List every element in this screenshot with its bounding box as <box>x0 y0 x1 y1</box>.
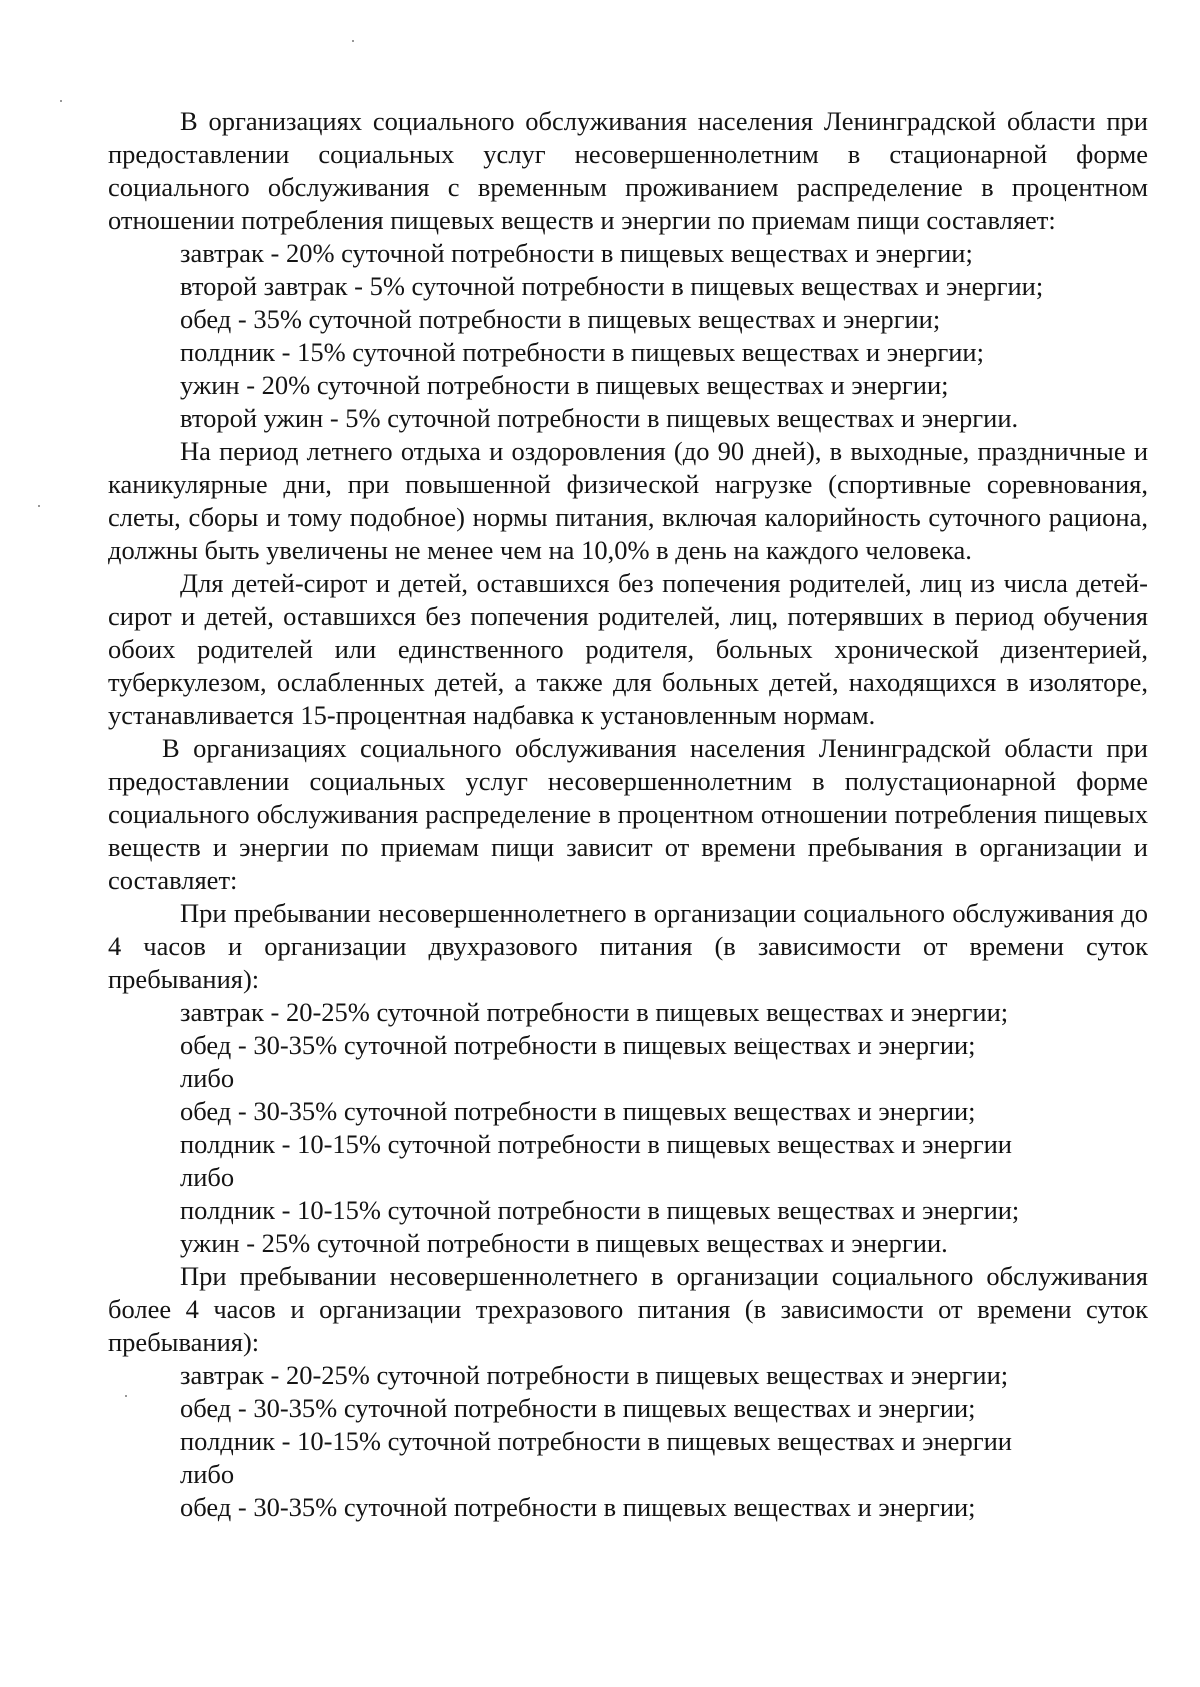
paragraph-semistationary-intro: В организациях социального обслуживания населения Ленинградской области при предоставлении социальных услуг несовершеннолетним в полустационарной форме социального обслуживания распределение в процентном отношении потребления пищевых веществ и энергии по приемам пищи зависит от времени пребывания в организации и составляет: <box>108 733 1148 895</box>
scan-speck <box>352 40 354 42</box>
list-item: обед - 30-35% суточной потребности в пищевых веществах и энергии; <box>180 1096 976 1126</box>
scan-speck <box>38 505 40 507</box>
list-item: ужин - 20% суточной потребности в пищевых веществах и энергии; <box>180 370 949 400</box>
list-item: обед - 35% суточной потребности в пищевых веществах и энергии; <box>180 304 941 334</box>
list-item: завтрак - 20-25% суточной потребности в пищевых веществах и энергии; <box>180 997 1009 1027</box>
list-stationary-meals <box>108 237 1148 435</box>
paragraph-orphans-surcharge: Для детей-сирот и детей, оставшихся без попечения родителей, лиц из числа детей-сирот и детей, оставшихся без попечения родителей, лиц, потерявших в период обучения обоих родителей или единственного родителя, больных хронической дизентерией, туберкулезом, ослабленных детей, а также для больных детей, находящихся в изоляторе, устанавливается 15-процентная надбавка к установленным нормам. <box>108 568 1148 730</box>
list-item: обед - 30-35% суточной потребности в пищевых веществах и энергии; <box>180 1492 976 1522</box>
list-item: полдник - 15% суточной потребности в пищевых веществах и энергии; <box>180 337 984 367</box>
list-two-meals <box>108 996 1148 1260</box>
list-item: полдник - 10-15% суточной потребности в пищевых веществах и энергии; <box>180 1195 1020 1225</box>
list-item: либо <box>180 1063 235 1093</box>
paragraph-stationary-intro: В организациях социального обслуживания населения Ленинградской области при предоставлении социальных услуг несовершеннолетним в стационарной форме социального обслуживания с временным проживанием распределение в процентном отношении потребления пищевых веществ и энергии по приемам пищи составляет: <box>108 106 1148 235</box>
list-item: обед - 30-35% суточной потребности в пищевых веществах и энергии; <box>180 1030 976 1060</box>
list-item: полдник - 10-15% суточной потребности в пищевых веществах и энергии <box>180 1426 1012 1456</box>
list-item: обед - 30-35% суточной потребности в пищевых веществах и энергии; <box>180 1393 976 1423</box>
list-item: второй ужин - 5% суточной потребности в пищевых веществах и энергии. <box>180 403 1019 433</box>
list-item: завтрак - 20% суточной потребности в пищевых веществах и энергии; <box>180 238 973 268</box>
list-item: полдник - 10-15% суточной потребности в пищевых веществах и энергии <box>180 1129 1012 1159</box>
paragraph-over-4-hours: При пребывании несовершеннолетнего в организации социального обслуживания более 4 часов и организации трехразового питания (в зависимости от времени суток пребывания): <box>108 1261 1148 1357</box>
document-body <box>108 105 1148 1524</box>
list-three-meals <box>108 1359 1148 1524</box>
paragraph-under-4-hours: При пребывании несовершеннолетнего в организации социального обслуживания до 4 часов и организации двухразового питания (в зависимости от времени суток пребывания): <box>108 898 1148 994</box>
list-item: завтрак - 20-25% суточной потребности в пищевых веществах и энергии; <box>180 1360 1009 1390</box>
list-item: ужин - 25% суточной потребности в пищевых веществах и энергии. <box>180 1228 948 1258</box>
paragraph-summer-increase: На период летнего отдыха и оздоровления (до 90 дней), в выходные, праздничные и каникулярные дни, при повышенной физической нагрузке (спортивные соревнования, слеты, сборы и тому подобное) нормы питания, включая калорийность суточного рациона, должны быть увеличены не менее чем на 10,0% в день на каждого человека. <box>108 436 1148 565</box>
list-item: либо <box>180 1459 235 1489</box>
scan-speck <box>60 100 62 102</box>
list-item: второй завтрак - 5% суточной потребности в пищевых веществах и энергии; <box>180 271 1044 301</box>
list-item: либо <box>180 1162 235 1192</box>
